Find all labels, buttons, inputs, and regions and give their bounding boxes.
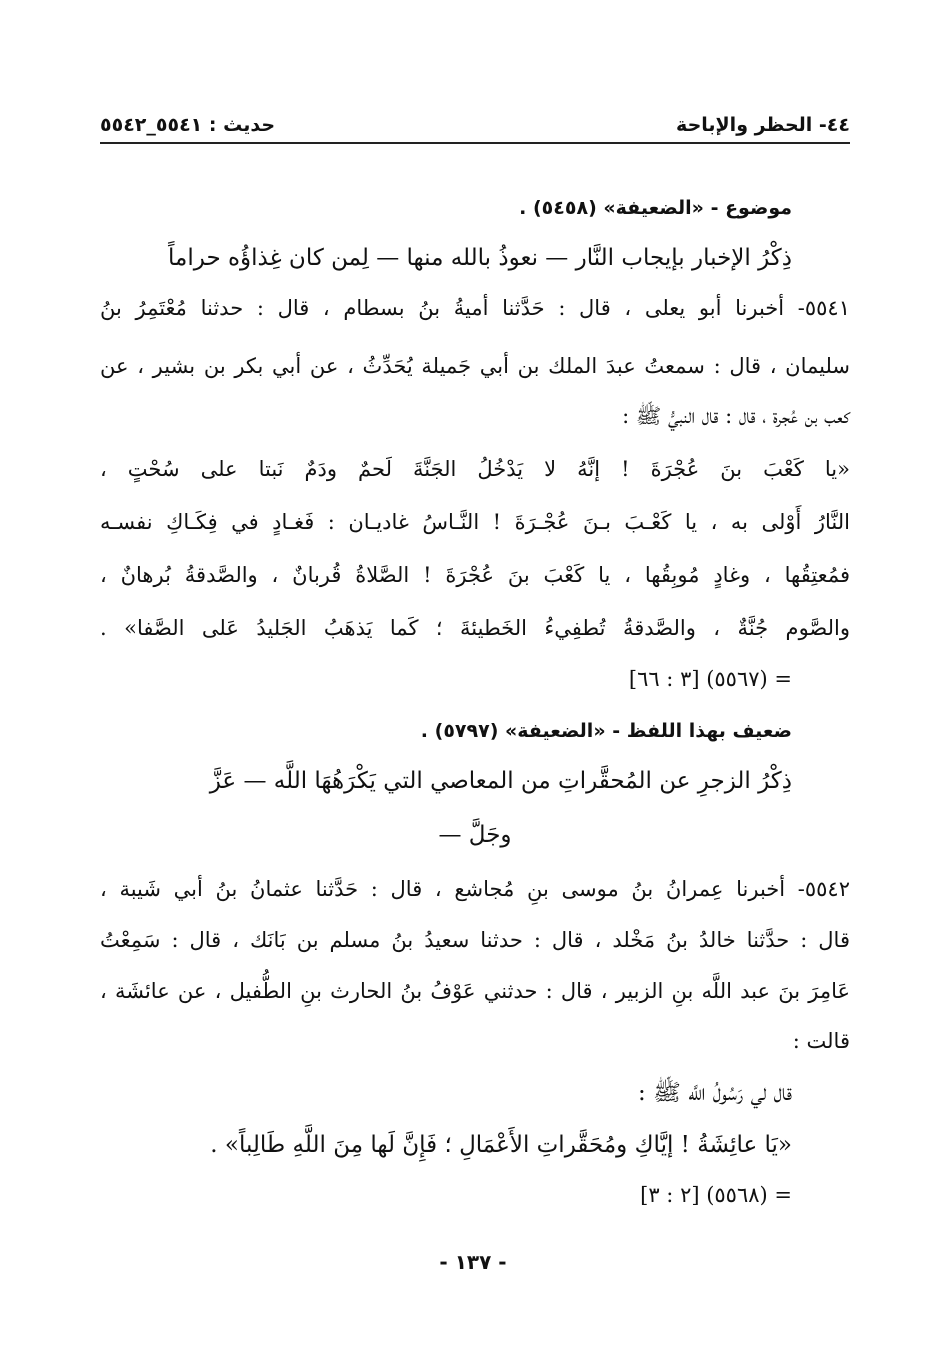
isnad-line-3: كعب بن عُجرة ، قال : قال النبيُّ ﷺ : [622, 404, 850, 428]
grading-note-2: ضعيف بهذا اللفظ - «الضعيفة» (٥٧٩٧) . [420, 720, 792, 742]
matn-line-4: والصَّوم جُنَّةٌ ، والصَّدقةُ تُطفِيءُ الخَطيئةَ ؛ كَما يَذهَبُ الجَليدُ عَلى الصَّفا» . [100, 616, 850, 640]
chapter-title: ٤٤- الحظر والإباحة [676, 114, 850, 136]
page-number: - ١٣٧ - [439, 1250, 507, 1274]
matn-line-3: فمُعتِقُها ، وغادٍ مُوبِقُها ، يا كَعْبَ بنَ عُجْرَةَ ! الصَّلاةُ قُربانٌ ، والصَّدقةُ بُرهانٌ ، [100, 563, 850, 587]
section-heading-2: ذِكْرُ الزجرِ عن المُحقَّراتِ من المعاصي التي يَكْرَهُهَا اللَّه — عَزَّ [209, 768, 792, 794]
section-heading-1: ذِكْرُ الإخبار بإيجاب النَّار — نعوذُ بالله منها — لِمن كان غِذاؤُه حراماً [168, 245, 792, 271]
running-header [100, 108, 850, 144]
isnad-line-4: ٥٥٤٢- أخبرنا عِمرانُ بنُ موسى بنِ مُجاشع ، قال : حَدَّثنا عثمانُ بنُ أبي شَيبة ، [100, 877, 850, 901]
cross-reference-2: = (٥٥٦٨) [٢ : ٣] [640, 1183, 792, 1207]
isnad-line-2: سليمان ، قال : سمعتُ عبدَ الملك بن أبي جَميلة يُحَدِّثُ ، عن أبي بكر بن بشير ، عن [100, 354, 850, 378]
cross-reference-1: = (٥٥٦٧) [٣ : ٦٦] [628, 667, 792, 691]
matn-intro: قال لي رَسُولُ اللَّه ﷺ : [638, 1080, 792, 1106]
isnad-line-5: قال : حدَّثنا خالدُ بنُ مَخْلد ، قال : حدثنا سعيدُ بنُ مسلم بن بَانَك ، قال : سَمِعْتُ [100, 928, 850, 952]
isnad-line-6: عَامِرَ بنَ عبد اللَّه بنِ الزبير ، قال : حدثني عَوْفُ بنُ الحارث بنِ الطُّفيل ، عن عائشَة ، [100, 979, 850, 1003]
isnad-line-7: قالت : [792, 1029, 850, 1053]
grading-note-1: موضوع - «الضعيفة» (٥٤٥٨) . [519, 197, 792, 219]
matn-line-1: «يا كَعْبَ بنَ عُجْرَةَ ! إنَّهُ لا يَدْخُلُ الجَنَّةَ لَحمٌ ودَمٌ نَبتا على سُحْتٍ ، [100, 457, 850, 481]
matn-line-5: «يَا عائِشَةُ ! إيَّاكِ ومُحَقَّراتِ الأَعْمَالِ ؛ فَإِنَّ لَها مِنَ اللَّهِ طَالِباً» . [210, 1132, 792, 1158]
section-heading-2-cont: وجَلَّ — [438, 822, 512, 848]
matn-line-2: النَّارُ أَوْلى به ، يا كَعْـبَ بـنَ عُجْـرَةَ ! النَّـاسُ غاديـان : فَغـادٍ في فِكَـاكِ نفسـه [100, 510, 850, 534]
isnad-line-1: ٥٥٤١- أخبرنا أبو يعلى ، قال : حَدَّثنا أميةُ بنُ بسطام ، قال : حدثنا مُعْتَمِرُ بنُ [100, 296, 850, 320]
hadith-range: حديث : ٥٥٤١_٥٥٤٢ [100, 114, 276, 136]
